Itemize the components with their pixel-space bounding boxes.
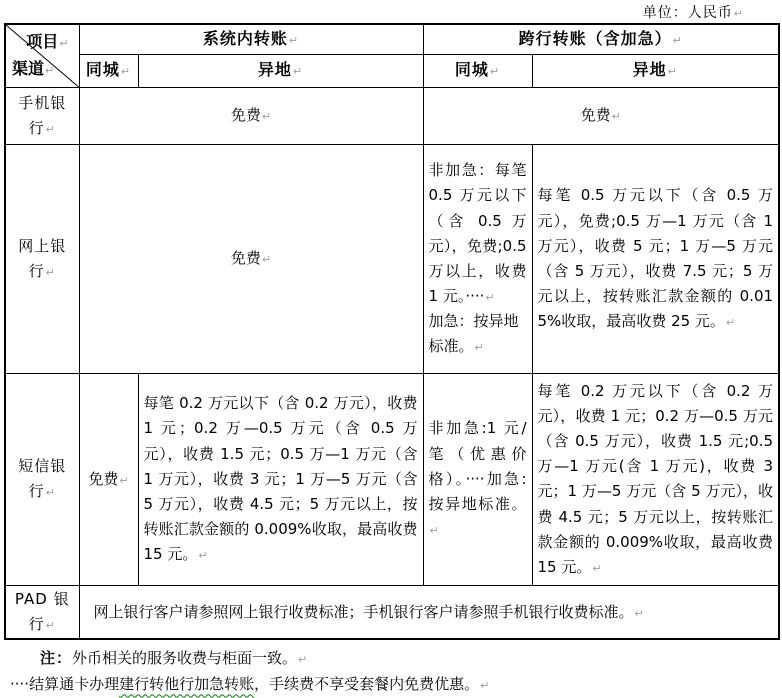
row-label-sms-text: 短信银行 bbox=[18, 457, 67, 501]
note-line-1 bbox=[4, 646, 778, 672]
cell-online-system-text: 免费 bbox=[230, 249, 261, 268]
return-mark-icon bbox=[45, 615, 56, 633]
footnotes bbox=[4, 646, 778, 698]
return-mark-icon bbox=[429, 520, 439, 538]
cell-sms-interbank-remote bbox=[532, 373, 779, 585]
return-mark-icon bbox=[261, 249, 271, 267]
return-mark-icon bbox=[672, 29, 683, 48]
note-1-text: 外币相关的服务收费与柜面一致。 bbox=[72, 649, 298, 668]
header-row-subs bbox=[5, 54, 779, 87]
cell-online-interbank-city-p2 bbox=[429, 309, 527, 359]
corner-cell bbox=[5, 24, 79, 87]
unit-label bbox=[4, 3, 778, 23]
return-mark-icon bbox=[45, 119, 56, 137]
return-mark-icon bbox=[591, 558, 601, 576]
cell-mobile-system bbox=[79, 87, 423, 144]
row-sms-banking bbox=[5, 373, 779, 585]
return-mark-icon bbox=[120, 60, 131, 79]
cell-sms-system-remote-text: 每笔 0.2 万元以下（含 0.2 万元），收费 1 元；0.2 万—0.5 万元（含 0.5 万元），收费 1.5 元；0.5 万—1 万元（含 1 万元），收费 3 元；1 万—5 万元（含 5 万元），收费 4.5 元；5 万元以上，按转账汇款金额的 0.009%收取，最高收费 15 元。 bbox=[143, 394, 418, 564]
col-group-interbank bbox=[423, 24, 779, 54]
col-group-system bbox=[79, 24, 423, 54]
row-label-online-text: 网上银行 bbox=[18, 236, 67, 280]
return-mark-icon bbox=[611, 106, 621, 124]
return-mark-icon bbox=[58, 32, 68, 51]
row-label-mobile bbox=[5, 87, 79, 144]
cell-sms-system-city-text: 免费 bbox=[88, 469, 119, 488]
row-label-pad bbox=[5, 585, 79, 639]
cell-online-system bbox=[79, 144, 423, 373]
note-2-dots: ···· bbox=[10, 675, 30, 694]
cell-mobile-interbank bbox=[423, 87, 779, 144]
return-mark-icon bbox=[288, 29, 299, 48]
note-2-pre: 结算通卡办理 bbox=[29, 675, 120, 694]
row-pad-banking bbox=[5, 585, 779, 639]
cell-pad-content-text: 网上银行客户请参照网上银行收费标准；手机银行客户请参照手机银行收费标准。 bbox=[93, 602, 634, 621]
cell-online-interbank-city-p2-text: 加急：按异地标准。 bbox=[428, 312, 519, 356]
subheader-interbank-city-text: 同城 bbox=[454, 60, 489, 80]
cell-online-interbank-city-p1-text: 非加急：每笔 0.5 万元以下（含 0.5 万元），免费;0.5 万以上，收费 1 元。···· bbox=[428, 161, 527, 306]
return-mark-icon bbox=[261, 106, 271, 124]
note-1-prefix: 注： bbox=[40, 649, 73, 668]
cell-sms-system-remote bbox=[138, 373, 423, 585]
note-2-spellcheck-text: 建行转他行加急转账 bbox=[119, 675, 255, 694]
return-mark-icon bbox=[479, 675, 489, 693]
unit-label-text: 单位：人民币 bbox=[642, 5, 733, 21]
cell-online-interbank-city-p1 bbox=[429, 158, 527, 309]
cell-sms-system-city bbox=[79, 373, 138, 585]
cell-sms-interbank-city-text: 非加急:1 元/笔（优惠价格）。····加急:按异地标准。 bbox=[428, 419, 527, 513]
return-mark-icon bbox=[725, 312, 735, 330]
subheader-system-city-text: 同城 bbox=[85, 60, 120, 80]
row-label-pad-text: PAD 银行 bbox=[14, 589, 70, 634]
return-mark-icon bbox=[634, 603, 644, 621]
return-mark-icon bbox=[474, 337, 484, 355]
return-mark-icon bbox=[484, 287, 494, 305]
cell-sms-interbank-remote-text: 每笔 0.2 万元以下（含 0.2 万元），收费 1 元；0.2 万—0.5 万元（含 0.5 万元），收费 1.5 元;0.5 万—1 万元(含 1 万元)，收费 3 元；1 万—5 万元（含 5 万元），收费 4.5 元；5 万元以上，按转账汇款金额的 0.009%收取，最高收费 15 元。 bbox=[537, 381, 774, 576]
cell-pad-content bbox=[79, 585, 779, 639]
cell-sms-interbank-city bbox=[423, 373, 532, 585]
cell-online-interbank-city bbox=[423, 144, 532, 373]
note-line-2 bbox=[4, 672, 778, 698]
return-mark-icon bbox=[733, 5, 744, 21]
subheader-interbank-city bbox=[423, 54, 532, 87]
subheader-system-city bbox=[79, 54, 138, 87]
row-label-sms bbox=[5, 373, 79, 585]
note-2-post: ，手续费不享受套餐内免费优惠。 bbox=[254, 675, 480, 694]
corner-bottom-text: 渠道 bbox=[12, 58, 45, 78]
header-row-groups bbox=[5, 24, 779, 54]
return-mark-icon bbox=[44, 59, 54, 78]
corner-top-text: 项目 bbox=[26, 32, 59, 52]
return-mark-icon bbox=[292, 60, 303, 79]
corner-top-label bbox=[26, 27, 78, 56]
corner-bottom-label bbox=[6, 56, 54, 85]
return-mark-icon bbox=[489, 60, 500, 79]
row-mobile-banking bbox=[5, 87, 779, 144]
subheader-interbank-remote-text: 异地 bbox=[632, 60, 667, 80]
return-mark-icon bbox=[45, 482, 56, 500]
row-label-mobile-text: 手机银行 bbox=[18, 93, 67, 137]
return-mark-icon bbox=[45, 262, 56, 280]
col-group-interbank-text: 跨行转账（含加急） bbox=[518, 29, 672, 48]
subheader-interbank-remote bbox=[532, 54, 779, 87]
cell-mobile-interbank-text: 免费 bbox=[580, 106, 611, 125]
return-mark-icon bbox=[667, 60, 678, 79]
cell-online-interbank-remote bbox=[532, 144, 779, 373]
cell-mobile-system-text: 免费 bbox=[230, 106, 261, 125]
return-mark-icon bbox=[118, 470, 128, 488]
fee-table bbox=[4, 23, 780, 640]
cell-online-interbank-remote-text: 每笔 0.5 万元以下（含 0.5 万元），免费;0.5 万—1 万元（含 1 万元），收费 5 元；1 万—5 万元（含 5 万元），收费 7.5 元；5 万元以上，按转账汇款金额的 0.015%收取，最高收费 25 元。 bbox=[537, 186, 774, 331]
row-online-banking bbox=[5, 144, 779, 373]
corner-inner bbox=[6, 27, 79, 85]
col-group-system-text: 系统内转账 bbox=[202, 29, 288, 48]
subheader-system-remote bbox=[138, 54, 423, 87]
return-mark-icon bbox=[197, 545, 207, 563]
subheader-system-remote-text: 异地 bbox=[257, 60, 292, 80]
return-mark-icon bbox=[297, 649, 307, 667]
row-label-online bbox=[5, 144, 79, 373]
